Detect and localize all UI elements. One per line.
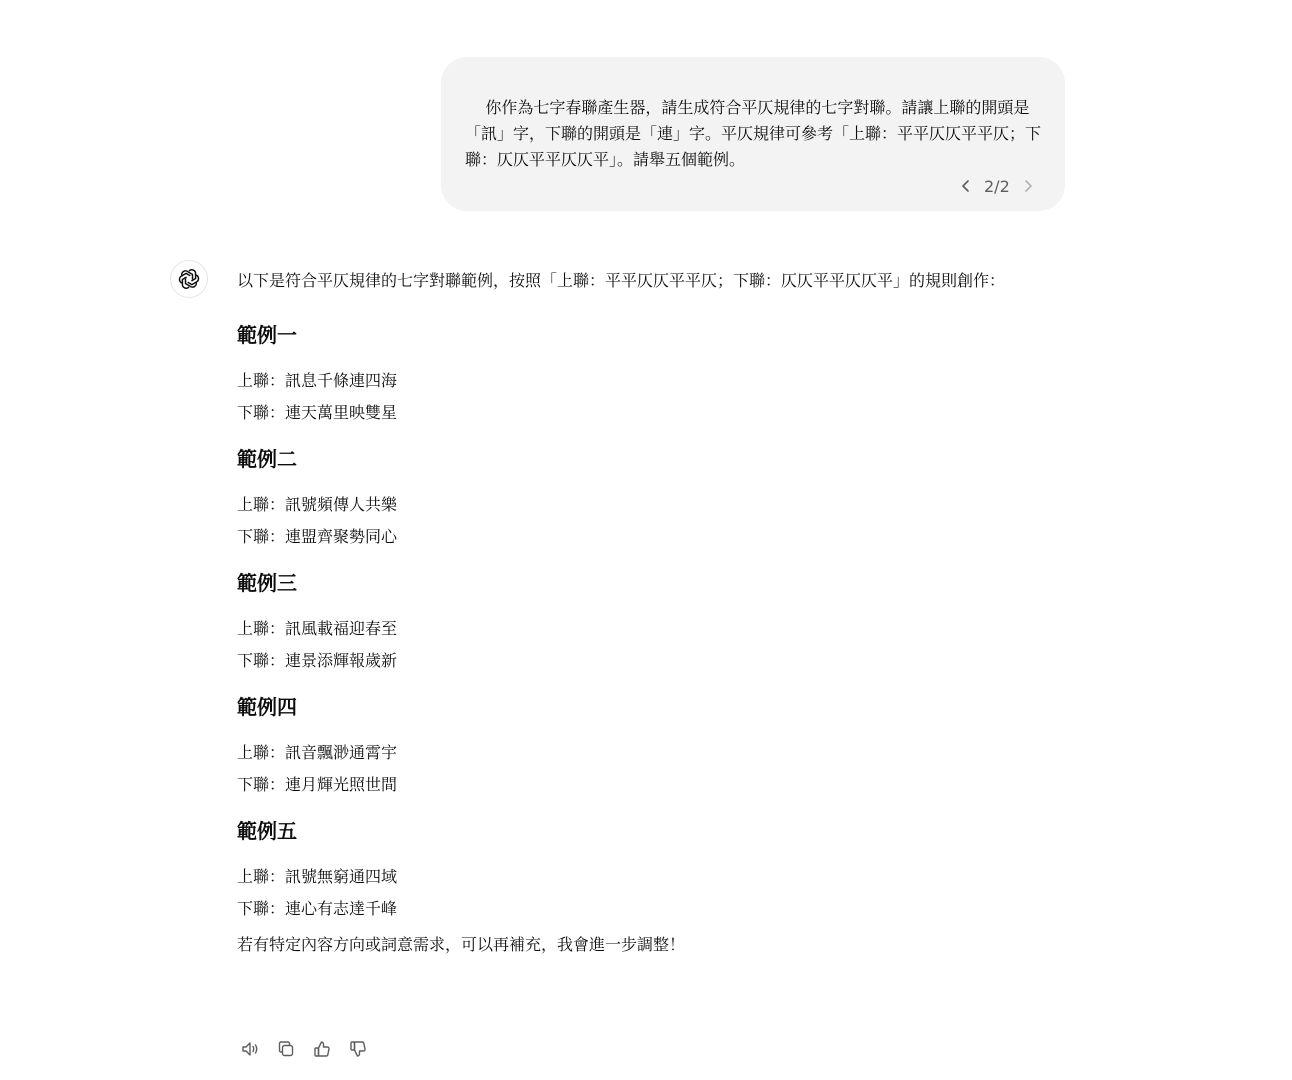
openai-logo-icon xyxy=(170,260,208,298)
copy-icon[interactable] xyxy=(273,1036,299,1062)
assistant-intro: 以下是符合平仄規律的七字對聯範例，按照「上聯：平平仄仄平平仄；下聯：仄仄平平仄仄平」的規則創作： xyxy=(237,271,1006,290)
upper-couplet: 上聯：訊息千條連四海 xyxy=(237,371,398,390)
message-actions xyxy=(237,1036,371,1062)
lower-couplet: 下聯：連月輝光照世間 xyxy=(237,775,398,794)
upper-couplet: 上聯：訊號無窮通四域 xyxy=(237,867,398,886)
example-2 xyxy=(237,445,1059,553)
lower-couplet: 下聯：連景添輝報歲新 xyxy=(237,651,398,670)
example-3 xyxy=(237,569,1059,677)
upper-couplet: 上聯：訊音飄渺通霄宇 xyxy=(237,743,398,762)
speaker-icon[interactable] xyxy=(237,1036,263,1062)
example-title: 範例五 xyxy=(237,819,297,843)
lower-couplet: 下聯：連盟齊聚勢同心 xyxy=(237,527,398,546)
example-4 xyxy=(237,693,1059,801)
chevron-right-icon[interactable] xyxy=(1018,174,1038,198)
example-5 xyxy=(237,817,1059,925)
pager-label: 2/2 xyxy=(984,176,1010,196)
lower-couplet: 下聯：連心有志達千峰 xyxy=(237,899,398,918)
example-title: 範例二 xyxy=(237,447,297,471)
assistant-outro: 若有特定內容方向或詞意需求，可以再補充，我會進一步調整！ xyxy=(237,935,686,954)
thumbs-down-icon[interactable] xyxy=(345,1036,371,1062)
example-title: 範例一 xyxy=(237,323,297,347)
example-1 xyxy=(237,321,1059,429)
user-message-text: 你作為七字春聯產生器，請生成符合平仄規律的七字對聯。請讓上聯的開頭是「訊」字，下聯的開頭是「連」字。平仄規律可參考「上聯：平平仄仄平平仄；下聯：仄仄平平仄仄平」。請舉五個範例。 xyxy=(465,98,1042,169)
chevron-left-icon[interactable] xyxy=(956,174,976,198)
upper-couplet: 上聯：訊號頻傳人共樂 xyxy=(237,495,398,514)
example-title: 範例三 xyxy=(237,571,297,595)
assistant-message xyxy=(237,265,1059,961)
response-pager xyxy=(956,172,1038,200)
upper-couplet: 上聯：訊風載福迎春至 xyxy=(237,619,398,638)
example-title: 範例四 xyxy=(237,695,297,719)
lower-couplet: 下聯：連天萬里映雙星 xyxy=(237,403,398,422)
thumbs-up-icon[interactable] xyxy=(309,1036,335,1062)
